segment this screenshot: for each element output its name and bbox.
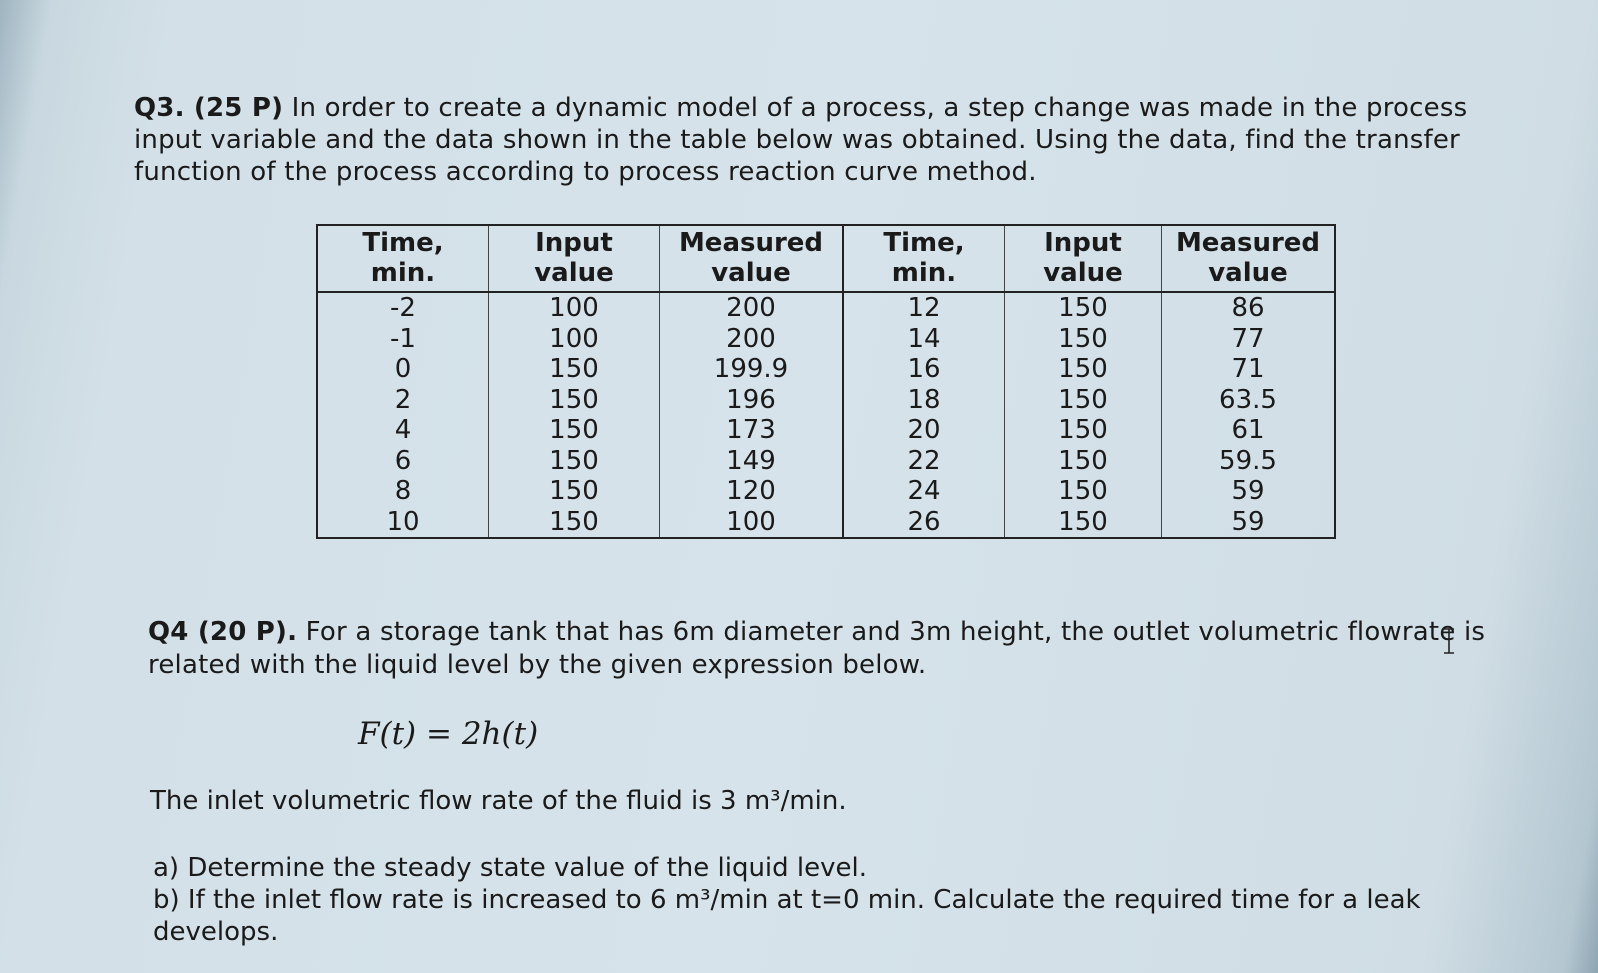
table-row: [317, 354, 1335, 385]
header-input-2: Input value: [1005, 225, 1162, 292]
cell-measured: 77: [1162, 324, 1336, 355]
cell-measured: 196: [660, 385, 844, 416]
cell-input: 150: [489, 446, 660, 477]
cell-input: 150: [1005, 415, 1162, 446]
table-row: [317, 476, 1335, 507]
text-cursor-icon: [1442, 628, 1456, 654]
cell-input: 150: [1005, 507, 1162, 539]
cell-input: 100: [489, 324, 660, 355]
cell-input: 150: [489, 354, 660, 385]
cell-time: 8: [394, 476, 412, 506]
cell-input: 150: [489, 476, 660, 507]
part-a: a) Determine the steady state value of the liquid level.: [153, 853, 868, 883]
table-body: [317, 292, 1335, 538]
cell-input: 150: [489, 507, 660, 539]
cell-input: 150: [489, 415, 660, 446]
cell-time: 0: [394, 354, 412, 384]
cell-input: 150: [1005, 324, 1162, 355]
cell-measured: 200: [660, 292, 844, 324]
cell-measured: 120: [660, 476, 844, 507]
cell-measured: 59.5: [1162, 446, 1336, 477]
question-3-body: In order to create a dynamic model of a process, a step change was made in the process input variable and the data shown in the table below was obtained. Using the data, find the transfer function of the process according to process reaction curve method.: [134, 93, 1468, 187]
cell-time: 20: [843, 415, 1005, 446]
part-b: b) If the inlet flow rate is increased to 6 m³/min at t=0 min. Calculate the required time for a leak develops.: [153, 885, 1421, 947]
cell-measured: 173: [660, 415, 844, 446]
cell-input: 150: [1005, 354, 1162, 385]
cell-measured: 200: [660, 324, 844, 355]
cell-measured: 61: [1162, 415, 1336, 446]
cell-input: 150: [489, 385, 660, 416]
cell-time: 24: [843, 476, 1005, 507]
question-3: [134, 92, 1494, 188]
cell-time: 6: [394, 445, 412, 476]
question-4-body: For a storage tank that has 6m diameter and 3m height, the outlet volumetric flowrate is related with the liquid level by the given expression below.: [148, 617, 1486, 680]
cell-time: 26: [843, 507, 1005, 539]
table-row: [317, 324, 1335, 355]
question-4-heading: Q4 (20 P).: [148, 617, 298, 647]
cell-input: 100: [489, 292, 660, 324]
cell-time: 16: [843, 354, 1005, 385]
cell-time: -2: [390, 293, 416, 323]
table-row: [317, 507, 1335, 539]
header-measured-1: Measured value: [660, 225, 844, 292]
process-data-table: [316, 224, 1336, 539]
table-row: [317, 415, 1335, 446]
header-input-1: Input value: [489, 225, 660, 292]
cell-time: -1: [390, 323, 416, 354]
cell-input: 150: [1005, 385, 1162, 416]
cell-measured: 86: [1162, 292, 1336, 324]
cell-time: 4: [394, 415, 412, 445]
table-header-row: [317, 225, 1335, 292]
cell-input: 150: [1005, 476, 1162, 507]
cell-time: 12: [843, 292, 1005, 324]
table-row: [317, 446, 1335, 477]
cell-time: 2: [394, 384, 412, 415]
cell-measured: 59: [1162, 507, 1336, 539]
table-row: [317, 385, 1335, 416]
header-measured-2: Measured value: [1162, 225, 1336, 292]
cell-measured: 59: [1162, 476, 1336, 507]
cell-time: 14: [843, 324, 1005, 355]
header-time-1: Time, min.: [317, 225, 489, 292]
table-row: [317, 292, 1335, 324]
question-4: [148, 616, 1488, 682]
cell-time: 18: [843, 385, 1005, 416]
question-3-heading: Q3. (25 P): [134, 93, 284, 123]
cell-measured: 149: [660, 446, 844, 477]
cell-time: 10: [386, 506, 420, 537]
cell-input: 150: [1005, 446, 1162, 477]
cell-input: 150: [1005, 292, 1162, 324]
cell-measured: 199.9: [660, 354, 844, 385]
cell-measured: 100: [660, 507, 844, 539]
cell-measured: 63.5: [1162, 385, 1336, 416]
flowrate-formula: F(t) = 2h(t): [358, 716, 539, 752]
inlet-flow-statement: The inlet volumetric flow rate of the fluid is 3 m³/min.: [150, 786, 847, 816]
cell-time: 22: [843, 446, 1005, 477]
cell-measured: 71: [1162, 354, 1336, 385]
header-time-2: Time, min.: [843, 225, 1005, 292]
